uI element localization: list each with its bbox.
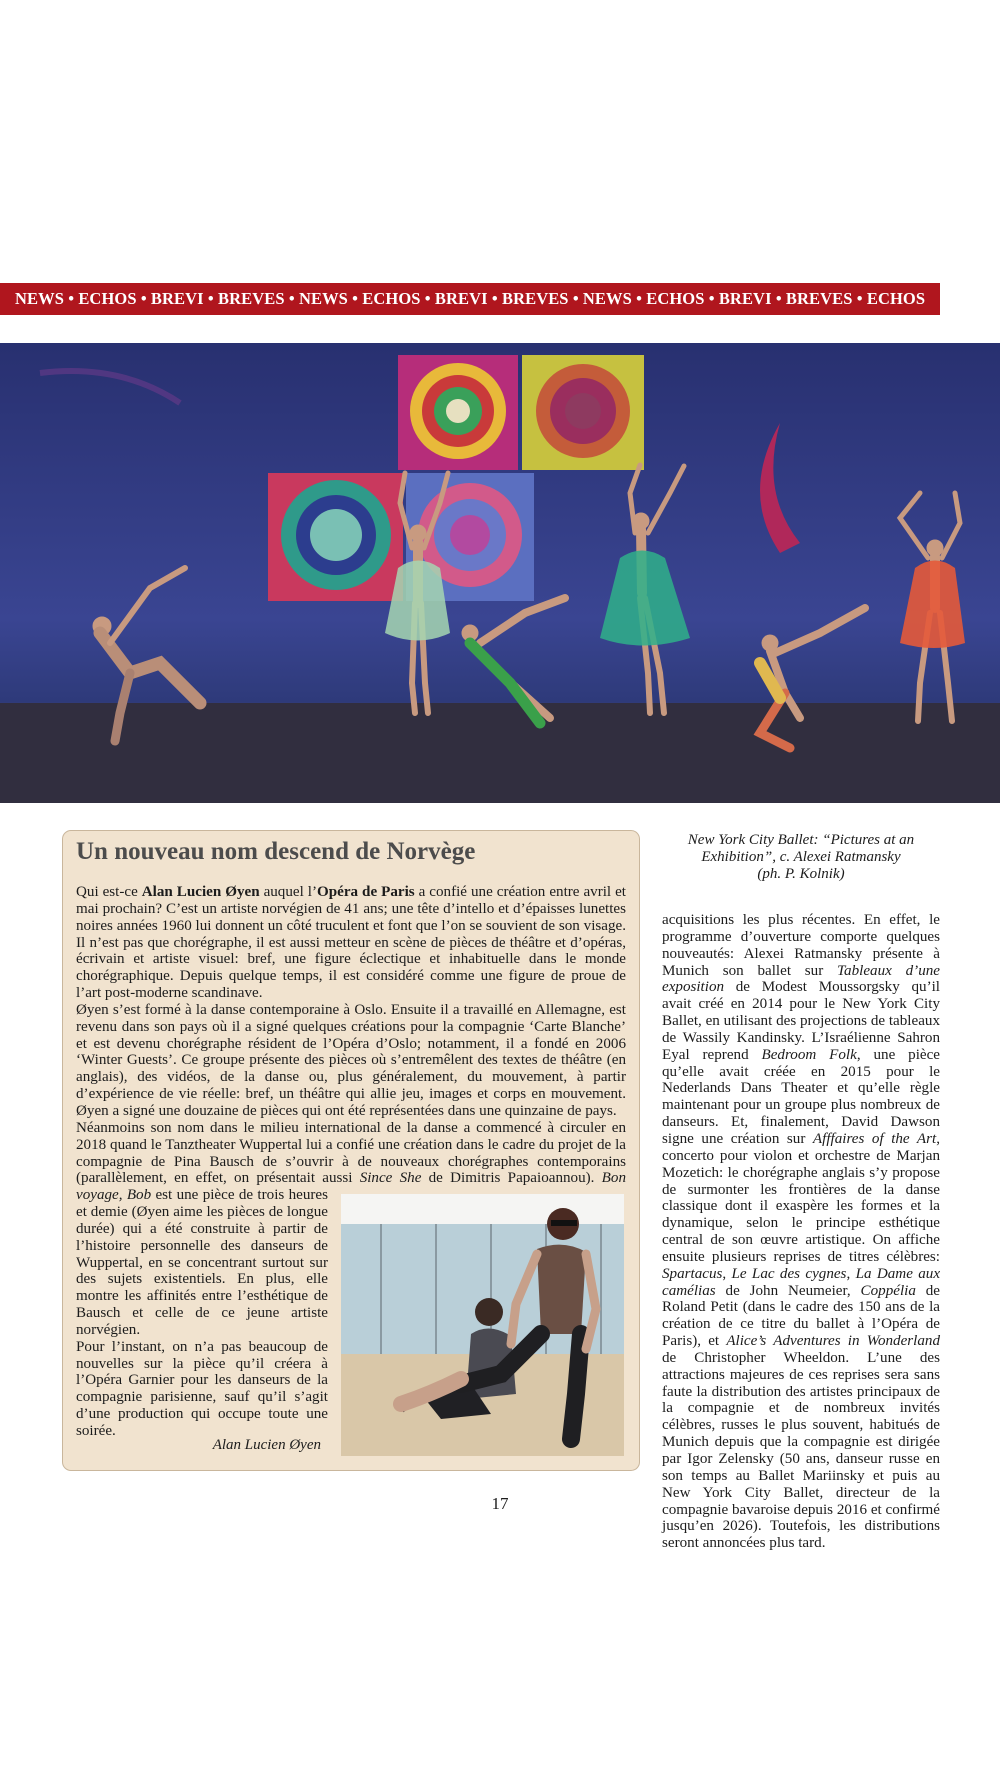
- text-segment-italic: Since She: [359, 1170, 422, 1187]
- news-banner: [0, 283, 940, 315]
- caption-line: New York City Ballet: “Pictures at an: [687, 832, 915, 848]
- text-segment: de Modest Moussorgsky qu’il avait créé en 2014 pour le New York City Ballet, en utilisant des projections de tableaux de Wassily Kandinsky. L’Israélienne Sahron Eyal reprend: [662, 979, 940, 1063]
- text-segment-bold: Alan Lucien Øyen: [141, 884, 260, 900]
- box-paragraph-2: Øyen s’est formé à la danse contemporaine à Oslo. Ensuite il a travaillé en Allemagne, est revenu dans son pays où il a signé quelques créations pour la compagnie ‘Carte Blanche’ et est devenu chorégraphe résident de l’Opéra d’Oslo; notamment, il a fondé en 2006 ‘Winter Guests’. Ce groupe présente des pièces où s’entremêlent des textes de théâtre (en anglais), des vidéos, de la danse ou, plus généralement, du mouvement, à partir d’expérience de vie réelle: bref, un théâtre qui allie jeu, images et corps en mouvement. Øyen a signé une douzaine de pièces qui ont été représentées dans une quinzaine de pays.: [76, 1001, 626, 1119]
- text-segment: , une pièce qu’elle avait créée en 2015 pour le Nederlands Dans Theater et qu’elle règle maintenant pour un groupe plus nombreux de danseurs. Et, finalement, David Dawson signe une création sur: [662, 1046, 940, 1147]
- ballet-stage-photo: [0, 343, 1000, 803]
- caption-line: Exhibition”, c. Alexei Ratmansky: [701, 849, 901, 865]
- caption-line: (ph. P. Kolnik): [757, 866, 845, 882]
- text-segment-italic: Alice’s Adventures in Wonderland: [726, 1333, 940, 1350]
- text-segment-italic: Le Lac des cygnes: [731, 1265, 847, 1282]
- text-segment-italic: Coppélia: [860, 1282, 916, 1299]
- stage-photo-caption: [660, 832, 942, 883]
- text-segment: de Christopher Wheeldon. L’une des attractions majeures de ces reprises sera sans faute la distribution des artistes principaux de la compagnie et de nombreux invités célèbres, russes le plus souvent, habitués de Munich depuis que la compagnie est dirigée par Igor Zelensky (50 ans, danseur russe en son temps au Ballet Mariinsky et puis au New York City Ballet, directeur de la compagnie bavaroise depuis 2016 et confirmé jusqu’en 2026). Toutefois, les distributions seront annoncées plus tard.: [662, 1349, 940, 1552]
- text-segment-italic: La Dame aux camélias: [662, 1265, 941, 1299]
- box-title: Un nouveau nom descend de Norvège: [76, 838, 476, 865]
- text-segment-italic: Afffaires of the Art: [812, 1130, 937, 1147]
- rehearsal-photo-caption: Alan Lucien Øyen: [212, 1437, 321, 1453]
- text-segment-italic: Bedroom Folk: [761, 1046, 857, 1063]
- text-segment: ,: [846, 1265, 856, 1282]
- text-segment: acquisitions les plus récentes. En effet, le programme d’ouverture comporte quelques nouveautés: Alexei Ratmansky présente à Munich son ballet sur: [662, 912, 940, 979]
- text-segment: , concerto pour violon et orchestre de Marjan Mozetich: le chorégraphe anglais s’y propose de surmonter les frontières de la danse classique dont il exaspère les formes et la dynamique, selon le principe esthétique central de son œuvre artistique. On affiche ensuite plusieurs reprises de titres célèbres:: [662, 1130, 940, 1265]
- text-segment: Qui est-ce: [76, 884, 142, 900]
- text-segment-italic: Bon voyage, Bob: [76, 1170, 626, 1204]
- text-segment: Néanmoins son nom dans le milieu international de la danse a commencé à circuler en 2018 quand le Tanztheater Wuppertal lui a confié une création dans le cadre du projet de la compagnie de Pina Bausch de s’ouvrir à de nouveaux chorégraphes contemporains (parallèlement, en effet, on présentait aussi: [76, 1119, 626, 1187]
- text-segment: a confié une création entre avril et mai prochain? C’est un artiste norvégien de 41 ans; une tête d’intello et d’épaisses lunettes noires années 1960 lui donnent un côté truculent et font que l’on se souvient de son visage. Il n’est pas que chorégraphe, il est aussi metteur en scène de pièces de théâtre et d’opéras, écrivain et artiste visuel: bref, une figure éclectique et inhabituelle dans le monde chorégraphique. Depuis quelque temps, il est considéré comme une figure de proue de l’art post-moderne scandinave.: [76, 884, 626, 1002]
- box-paragraph-4: Pour l’instant, on n’a pas beaucoup de nouvelles sur la pièce qu’il créera à l’Opéra Garnier pour les danseurs de la compagnie parisienne, sauf qu’il s’agit d’une production qui occupe toute une soirée.: [76, 1338, 328, 1439]
- text-segment: de Dimitris Papaioannou).: [421, 1170, 602, 1187]
- text-segment: est une pièce de trois heures et demie (Øyen aime les pièces de longue durée) qui a été construite à partir de l’histoire personnelle des danseurs de Wuppertal, en se concentrant surtout sur des sujets existentiels. En plus, elle montre les affinités entre l’esthétique de Bausch et celle de ce jeune artiste norvégien.: [76, 1187, 328, 1338]
- text-segment: de Roland Petit (dans le cadre des 150 ans de la création de ce titre du ballet à l’Opéra de Paris), et: [662, 1282, 940, 1350]
- text-segment-italic: Tableaux d’une exposition: [662, 962, 940, 996]
- text-segment: de John Neumeier,: [715, 1282, 861, 1299]
- page-number: 17: [491, 1494, 509, 1513]
- text-segment: ,: [722, 1265, 732, 1282]
- right-column-text: [662, 912, 940, 1552]
- text-segment: auquel l’: [259, 884, 317, 900]
- rehearsal-photo: [341, 1194, 624, 1456]
- box-paragraph-1: [76, 884, 626, 1002]
- text-segment-italic: Spartacus: [662, 1265, 723, 1282]
- news-banner-text: NEWS • ECHOS • BREVI • BREVES • NEWS • ECHOS • BREVI • BREVES • NEWS • ECHOS • BREVI • BREVES • ECHOS: [15, 289, 926, 308]
- text-segment-bold: Opéra de Paris: [317, 884, 415, 900]
